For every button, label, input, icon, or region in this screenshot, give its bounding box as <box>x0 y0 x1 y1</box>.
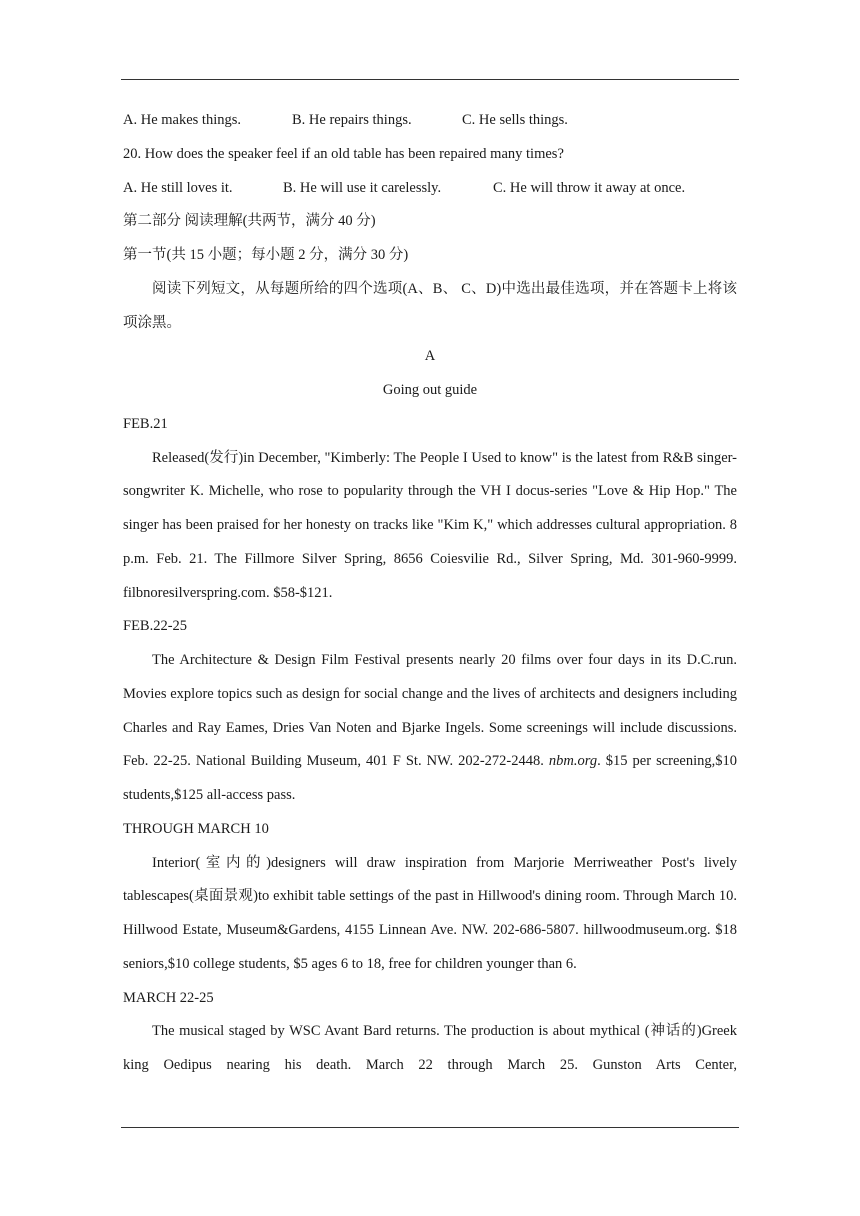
event-date: THROUGH MARCH 10 <box>123 820 269 837</box>
event-website: nbm.org <box>548 753 598 770</box>
passage-letter: A <box>424 348 436 365</box>
exam-page-content <box>123 104 737 1083</box>
event-text: . $15 per screening,$10 students,$125 all-access pass. <box>123 753 738 803</box>
footer-rule <box>121 1127 739 1128</box>
event-text: The Architecture & Design Film Festival presents nearly 20 films over four days in its D.C.run. Movies explore topics such as design for social change and the lives of architects and designers including Charles and Ray Eames, Dries Van Noten and Bjarke Ingels. Some screenings will include discussions. Feb. 22-25. National Building Museum, 401 F St. NW. 202-272-2448. <box>123 652 737 770</box>
option-b: B. He repairs things. <box>292 112 412 128</box>
question-19-options <box>123 104 737 138</box>
question-20-options <box>123 172 737 206</box>
option-a: A. He still loves it. <box>123 179 233 196</box>
option-c: C. He sells things. <box>462 112 568 128</box>
option-c: C. He will throw it away at once. <box>493 179 686 196</box>
option-a: A. He makes things. <box>123 112 241 128</box>
event-description: Interior(室内的)designers will draw inspiration from Marjorie Merriweather Post's lively tablescapes(桌面景观)to exhibit table settings of the past in Hillwood's dining room. Through March 10. Hillwood Estate, Museum&Gardens, 4155 Linnean Ave. NW. 202-686-5807. hillwoodmuseum.org. $18 seniors,$10 college students, $5 ages 6 to 18, free for children younger than 6. <box>123 854 737 972</box>
event-date: FEB.22-25 <box>123 618 188 635</box>
event-description <box>123 644 737 813</box>
event-date: MARCH 22-25 <box>123 989 214 1006</box>
reading-instructions: 阅读下列短文，从每题所给的四个选项(A、B、 C、D)中选出最佳选项，并在答题卡上将该项涂黑。 <box>123 280 737 331</box>
part-two-heading: 第二部分 阅读理解(共两节，满分 40 分) <box>123 213 376 230</box>
header-rule <box>121 79 739 80</box>
passage-title: Going out guide <box>382 382 478 398</box>
event-date: FEB.21 <box>123 415 168 432</box>
option-b: B. He will use it carelessly. <box>283 179 442 196</box>
section-one-heading: 第一节(共 15 小题；每小题 2 分，满分 30 分) <box>123 247 409 263</box>
question-20: 20. How does the speaker feel if an old table has been repaired many times? <box>123 145 564 162</box>
event-description: The musical staged by WSC Avant Bard returns. The production is about mythical (神话的)Greek king Oedipus nearing his death. March 22 through March 25. Gunston Arts Center, <box>123 1023 737 1073</box>
event-description: Released(发行)in December, "Kimberly: The People I Used to know" is the latest from R&B singer-songwriter K. Michelle, who rose to popularity through the VH I docus-series "Love & Hip Hop." The singer has been praised for her honesty on tracks like "Kim K," which addresses cultural appropriation. 8 p.m. Feb. 21. The Fillmore Silver Spring, 8656 Coiesvilie Rd., Silver Spring, Md. 301-960-9999. filbnoresilverspring.com. $58-$121. <box>123 449 737 601</box>
